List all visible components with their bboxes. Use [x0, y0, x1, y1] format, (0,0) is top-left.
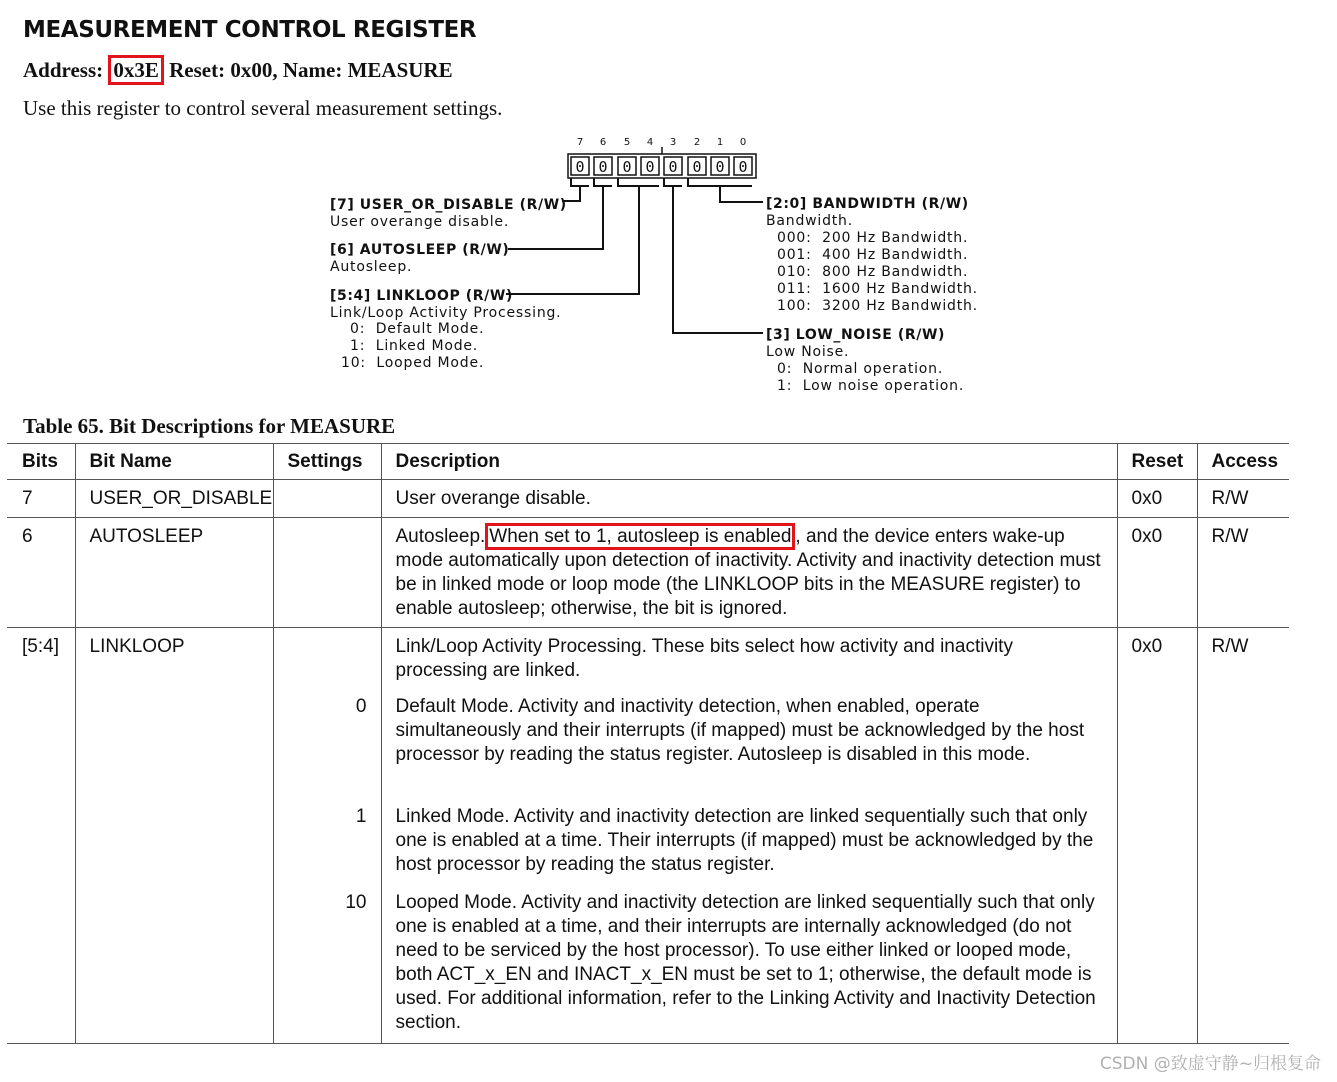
bit-value: 0: [715, 158, 725, 176]
column-header-description: Description: [381, 444, 1117, 480]
field-option-low-noise: 1: Low noise operation.: [777, 378, 965, 394]
bit-number: 0: [739, 137, 747, 148]
description-text: , and the device enters wake-up mode automatically upon detection of inactivity. Activity and inactivity detection must be in linked mode or loop mode (the LINKLOOP bits in the MEASURE register) to enable autosleep; otherwise, the bit is ignored.: [395, 526, 1101, 619]
field-title-low-noise: [3] LOW_NOISE (R/W): [766, 327, 946, 343]
bit-number: 7: [576, 137, 584, 148]
bit-value: 0: [692, 158, 702, 176]
cell-access: R/W: [1197, 628, 1289, 688]
field-option-linkloop: 1: Linked Mode.: [350, 338, 479, 354]
description-text: Autosleep.: [395, 526, 486, 547]
column-header-reset: Reset: [1117, 444, 1197, 480]
field-title-linkloop: [5:4] LINKLOOP (R/W): [330, 288, 513, 304]
bit-number: 6: [599, 137, 607, 148]
cell-reset: 0x0: [1117, 628, 1197, 688]
field-option-linkloop: 10: Looped Mode.: [341, 355, 485, 371]
table-row: [7, 480, 1289, 518]
bit-cells: [568, 154, 756, 178]
watermark: CSDN @致虚守静~归根复命: [1099, 1054, 1321, 1074]
field-title-bandwidth: [2:0] BANDWIDTH (R/W): [766, 196, 969, 212]
table-row: [7, 628, 1289, 688]
connector-bandwidth: [688, 178, 763, 202]
address-value-highlight: 0x3E: [108, 55, 164, 85]
table-header-row: [7, 444, 1289, 480]
table-row: [7, 518, 1289, 628]
register-bit-diagram: [300, 130, 1000, 405]
bit-value: 0: [738, 158, 748, 176]
bit-number-row: [577, 137, 746, 148]
bit-number: 5: [623, 137, 631, 148]
field-desc-linkloop: Link/Loop Activity Processing.: [330, 305, 562, 321]
description-highlight: When set to 1, autosleep is enabled: [485, 523, 795, 550]
bit-value-row: [575, 158, 747, 176]
address-prefix: Address:: [23, 58, 109, 82]
cell-settings: [273, 628, 381, 688]
cell-bit-name: AUTOSLEEP: [75, 518, 273, 628]
cell-setting-description: Default Mode. Activity and inactivity detection, when enabled, operate simultaneously and their interrupts (if mapped) must be acknowledged by the host processor by reading the status register. Autosleep is disabled in this mode.: [381, 688, 1117, 798]
cell-description: Link/Loop Activity Processing. These bits select how activity and inactivity processing are linked.: [381, 628, 1117, 688]
column-header-bits: Bits: [7, 444, 75, 480]
intro-text: Use this register to control several measurement settings.: [23, 96, 503, 120]
cell-settings: [273, 480, 381, 518]
field-option-bandwidth: 100: 3200 Hz Bandwidth.: [777, 298, 978, 314]
bit-number: 3: [669, 137, 677, 148]
bit-descriptions-table: [7, 443, 1289, 1044]
cell-setting-value: 10: [273, 884, 381, 1044]
field-title-user-or-disable: [7] USER_OR_DISABLE (R/W): [330, 197, 567, 213]
table-subrow: [7, 884, 1289, 1044]
cell-description: User overange disable.: [381, 480, 1117, 518]
bit-value: 0: [622, 158, 632, 176]
cell-bits: 7: [7, 480, 75, 518]
cell-setting-description: Linked Mode. Activity and inactivity detection are linked sequentially such that only one is enabled at a time. Their interrupts (if mapped) must be acknowledged by the host processor by reading the status register.: [381, 798, 1117, 884]
cell-bits: 6: [7, 518, 75, 628]
cell-bit-name: LINKLOOP: [75, 628, 273, 688]
cell-setting-value: 0: [273, 688, 381, 798]
table-subrow: [7, 688, 1289, 798]
cell-bit-name: USER_OR_DISABLE: [75, 480, 273, 518]
field-desc-low-noise: Low Noise.: [766, 344, 850, 360]
field-desc-user-or-disable: User overange disable.: [330, 214, 510, 230]
bit-value: 0: [668, 158, 678, 176]
column-header-bit-name: Bit Name: [75, 444, 273, 480]
table-subrow: [7, 798, 1289, 884]
connector-autosleep: [508, 178, 612, 249]
address-line: [23, 58, 453, 83]
table-caption: Table 65. Bit Descriptions for MEASURE: [23, 414, 396, 438]
field-option-bandwidth: 011: 1600 Hz Bandwidth.: [777, 281, 978, 297]
bit-number: 2: [693, 137, 701, 148]
cell-setting-value: 1: [273, 798, 381, 884]
cell-reset: 0x0: [1117, 518, 1197, 628]
column-header-access: Access: [1197, 444, 1289, 480]
field-desc-autosleep: Autosleep.: [330, 259, 413, 275]
cell-access: R/W: [1197, 480, 1289, 518]
bit-number: 1: [716, 137, 724, 148]
cell-setting-description: Looped Mode. Activity and inactivity detection are linked sequentially such that only one is enabled at a time, and their interrupts are internally acknowledged (do not need to be serviced by the host processor). To use either linked or looped mode, both ACT_x_EN and INACT_x_EN must be set to 1; otherwise, the default mode is used. For additional information, refer to the Linking Activity and Inactivity Detection section.: [381, 884, 1117, 1044]
bit-number: 4: [646, 137, 654, 148]
field-option-low-noise: 0: Normal operation.: [777, 361, 944, 377]
cell-reset: 0x0: [1117, 480, 1197, 518]
page-heading: MEASUREMENT CONTROL REGISTER: [23, 17, 477, 43]
field-option-bandwidth: 001: 400 Hz Bandwidth.: [777, 247, 969, 263]
cell-description: [381, 518, 1117, 628]
connector-linkloop: [506, 178, 659, 294]
cell-access: R/W: [1197, 518, 1289, 628]
cell-settings: [273, 518, 381, 628]
field-option-bandwidth: 010: 800 Hz Bandwidth.: [777, 264, 969, 280]
field-option-bandwidth: 000: 200 Hz Bandwidth.: [777, 230, 969, 246]
address-suffix: Reset: 0x00, Name: MEASURE: [163, 58, 453, 82]
bit-value: 0: [645, 158, 655, 176]
column-header-settings: Settings: [273, 444, 381, 480]
bit-value: 0: [575, 158, 585, 176]
cell-bits: [5:4]: [7, 628, 75, 688]
field-option-linkloop: 0: Default Mode.: [350, 321, 485, 337]
field-title-autosleep: [6] AUTOSLEEP (R/W): [330, 242, 510, 258]
bit-value: 0: [598, 158, 608, 176]
field-desc-bandwidth: Bandwidth.: [766, 213, 853, 229]
